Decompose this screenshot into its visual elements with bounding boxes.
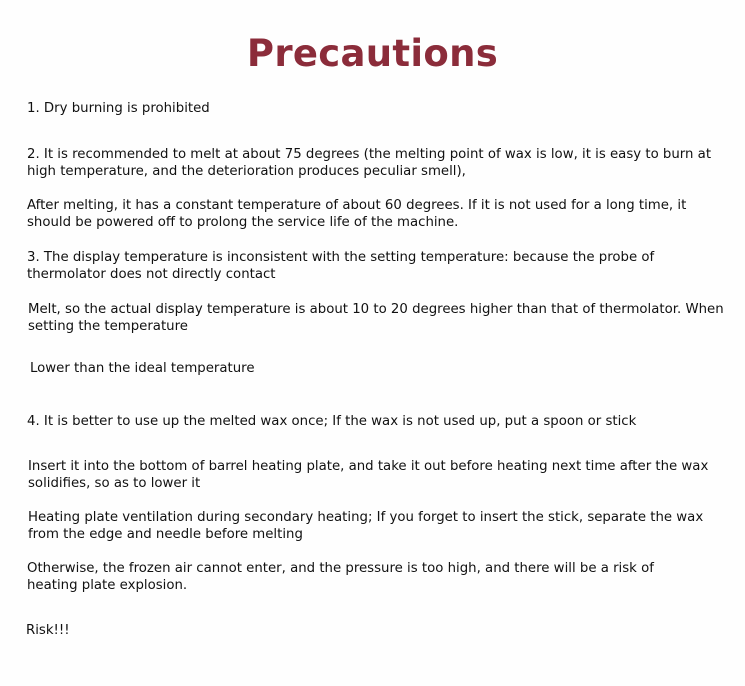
precaution-note-explosion-risk: Otherwise, the frozen air cannot enter, and the pressure is too high, and there will be a risk of heating plate explosion. <box>27 561 654 593</box>
precaution-note-lower-temp: Lower than the ideal temperature <box>30 361 255 376</box>
precaution-item-display-temp: 3. The display temperature is inconsistent with the setting temperature: because the probe of thermolator does not directly contact <box>27 250 655 282</box>
page-title: Precautions <box>246 32 499 75</box>
precaution-item-use-up-wax: 4. It is better to use up the melted wax once; If the wax is not used up, put a spoon or stick <box>27 414 637 429</box>
precaution-item-dry-burning: 1. Dry burning is prohibited <box>27 101 210 116</box>
precaution-note-insert-stick: Insert it into the bottom of barrel heating plate, and take it out before heating next time after the wax solidifies, so as to lower it <box>28 459 709 491</box>
precaution-item-melt-temperature: 2. It is recommended to melt at about 75 degrees (the melting point of wax is low, it is easy to burn at high temperature, and the deterioration produces peculiar smell), <box>27 147 712 179</box>
precaution-warning-risk: Risk!!! <box>26 623 70 638</box>
precaution-note-melt-offset: Melt, so the actual display temperature is about 10 to 20 degrees higher than that of thermolator. When setting the temperature <box>28 302 724 334</box>
precaution-note-ventilation: Heating plate ventilation during secondary heating; If you forget to insert the stick, separate the wax from the edge and needle before melting <box>28 510 704 542</box>
precaution-note-constant-temp: After melting, it has a constant temperature of about 60 degrees. If it is not used for a long time, it should be powered off to prolong the service life of the machine. <box>27 198 687 230</box>
